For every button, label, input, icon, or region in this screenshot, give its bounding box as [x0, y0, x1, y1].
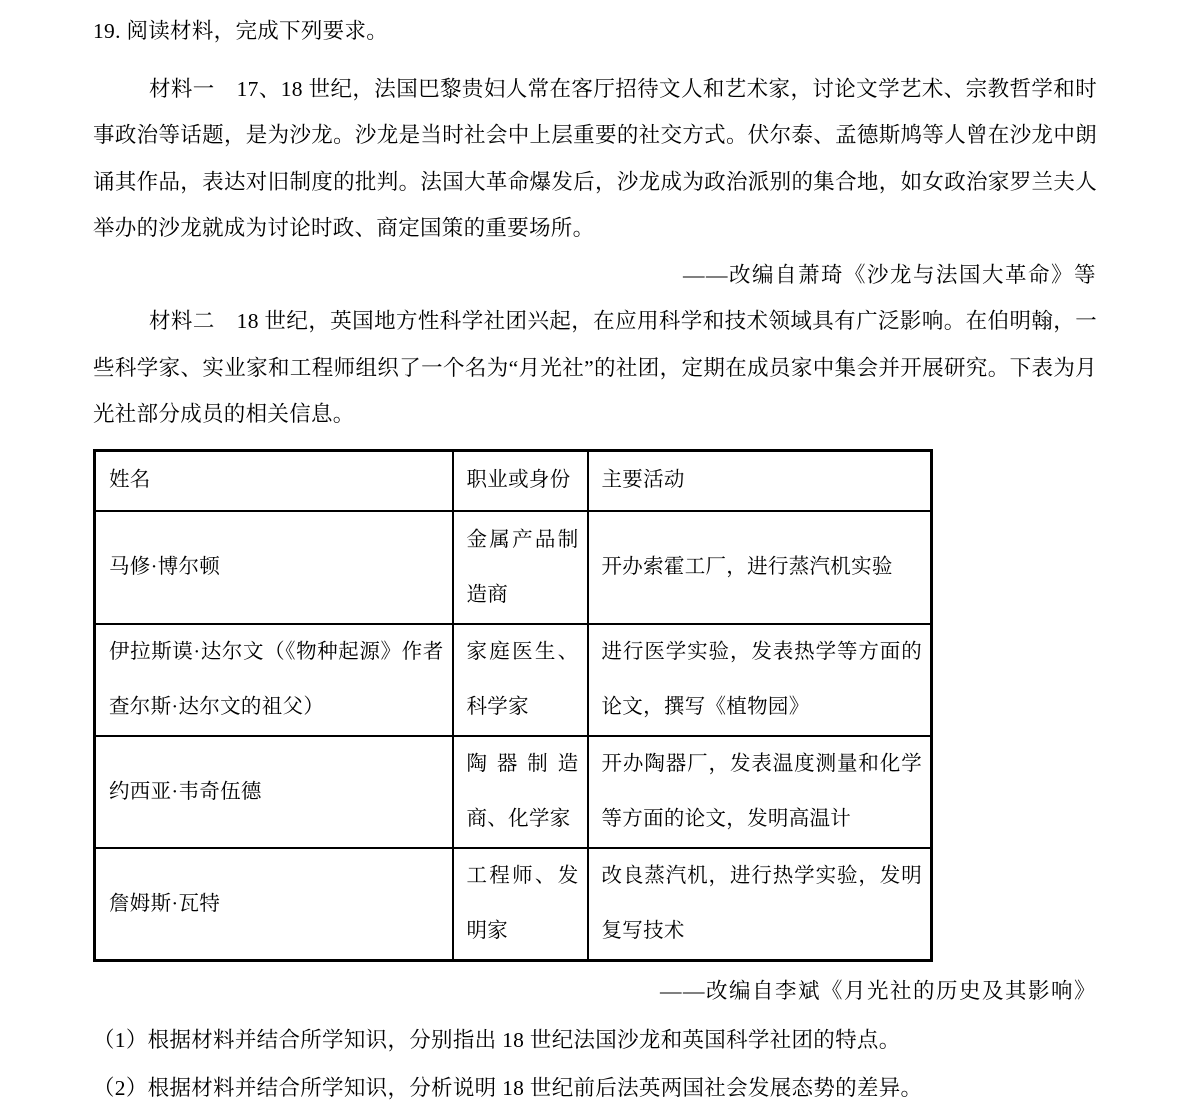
- table-row-boulton: [95, 511, 932, 624]
- material-two-attribution: ——改编自李斌《月光社的历史及其影响》: [659, 979, 1097, 1003]
- cell-name: 马修·博尔顿: [95, 511, 453, 624]
- cell-activity: 开办陶器厂，发表温度测量和化学等方面的论文，发明高温计: [588, 736, 932, 848]
- cell-activity: 进行医学实验，发表热学等方面的论文，撰写《植物园》: [588, 624, 932, 736]
- material-one-text: 材料一 17、18 世纪，法国巴黎贵妇人常在客厅招待文人和艺术家，讨论文学艺术、宗教哲学和时事政治等话题，是为沙龙。沙龙是当时社会中上层重要的社交方式。伏尔泰、孟德斯鸠等人曾在沙龙中朗诵其作品，表达对旧制度的批判。法国大革命爆发后，沙龙成为政治派别的集合地，如女政治家罗兰夫人举办的沙龙就成为讨论时政、商定国策的重要场所。: [93, 76, 1097, 240]
- sub-question-2: （2）根据材料并结合所学知识，分析说明 18 世纪前后法英两国社会发展态势的差异。: [93, 1076, 923, 1100]
- lunar-society-members-table: [93, 449, 933, 963]
- table-header-occupation: 职业或身份: [453, 450, 588, 511]
- cell-name: 约西亚·韦奇伍德: [95, 736, 453, 848]
- cell-name: 伊拉斯谟·达尔文（《物种起源》作者查尔斯·达尔文的祖父）: [95, 624, 453, 736]
- cell-occupation: 陶器制造商、化学家: [453, 736, 588, 848]
- material-two-text: 材料二 18 世纪，英国地方性科学社团兴起，在应用科学和技术领域具有广泛影响。在伯明翰，一些科学家、实业家和工程师组织了一个名为“月光社”的社团，定期在成员家中集会并开展研究。下表为月光社部分成员的相关信息。: [93, 309, 1097, 426]
- table-row-wedgwood: [95, 736, 932, 848]
- table-header-row: [95, 450, 932, 511]
- cell-occupation: 家庭医生、科学家: [453, 624, 588, 736]
- table-row-watt: [95, 848, 932, 961]
- cell-name: 詹姆斯·瓦特: [95, 848, 453, 961]
- cell-activity: 开办索霍工厂，进行蒸汽机实验: [588, 511, 932, 624]
- table-row-darwin: [95, 624, 932, 736]
- cell-activity: 改良蒸汽机，进行热学实验，发明复写技术: [588, 848, 932, 961]
- question-intro: 19. 阅读材料，完成下列要求。: [93, 19, 389, 43]
- material-one-attribution: ——改编自萧琦《沙龙与法国大革命》等: [682, 262, 1097, 287]
- sub-question-1: （1）根据材料并结合所学知识，分别指出 18 世纪法国沙龙和英国科学社团的特点。: [93, 1027, 901, 1052]
- table-header-activity: 主要活动: [588, 450, 932, 511]
- cell-occupation: 工程师、发明家: [453, 848, 588, 961]
- table-header-name: 姓名: [95, 450, 453, 511]
- cell-occupation: 金属产品制造商: [453, 511, 588, 624]
